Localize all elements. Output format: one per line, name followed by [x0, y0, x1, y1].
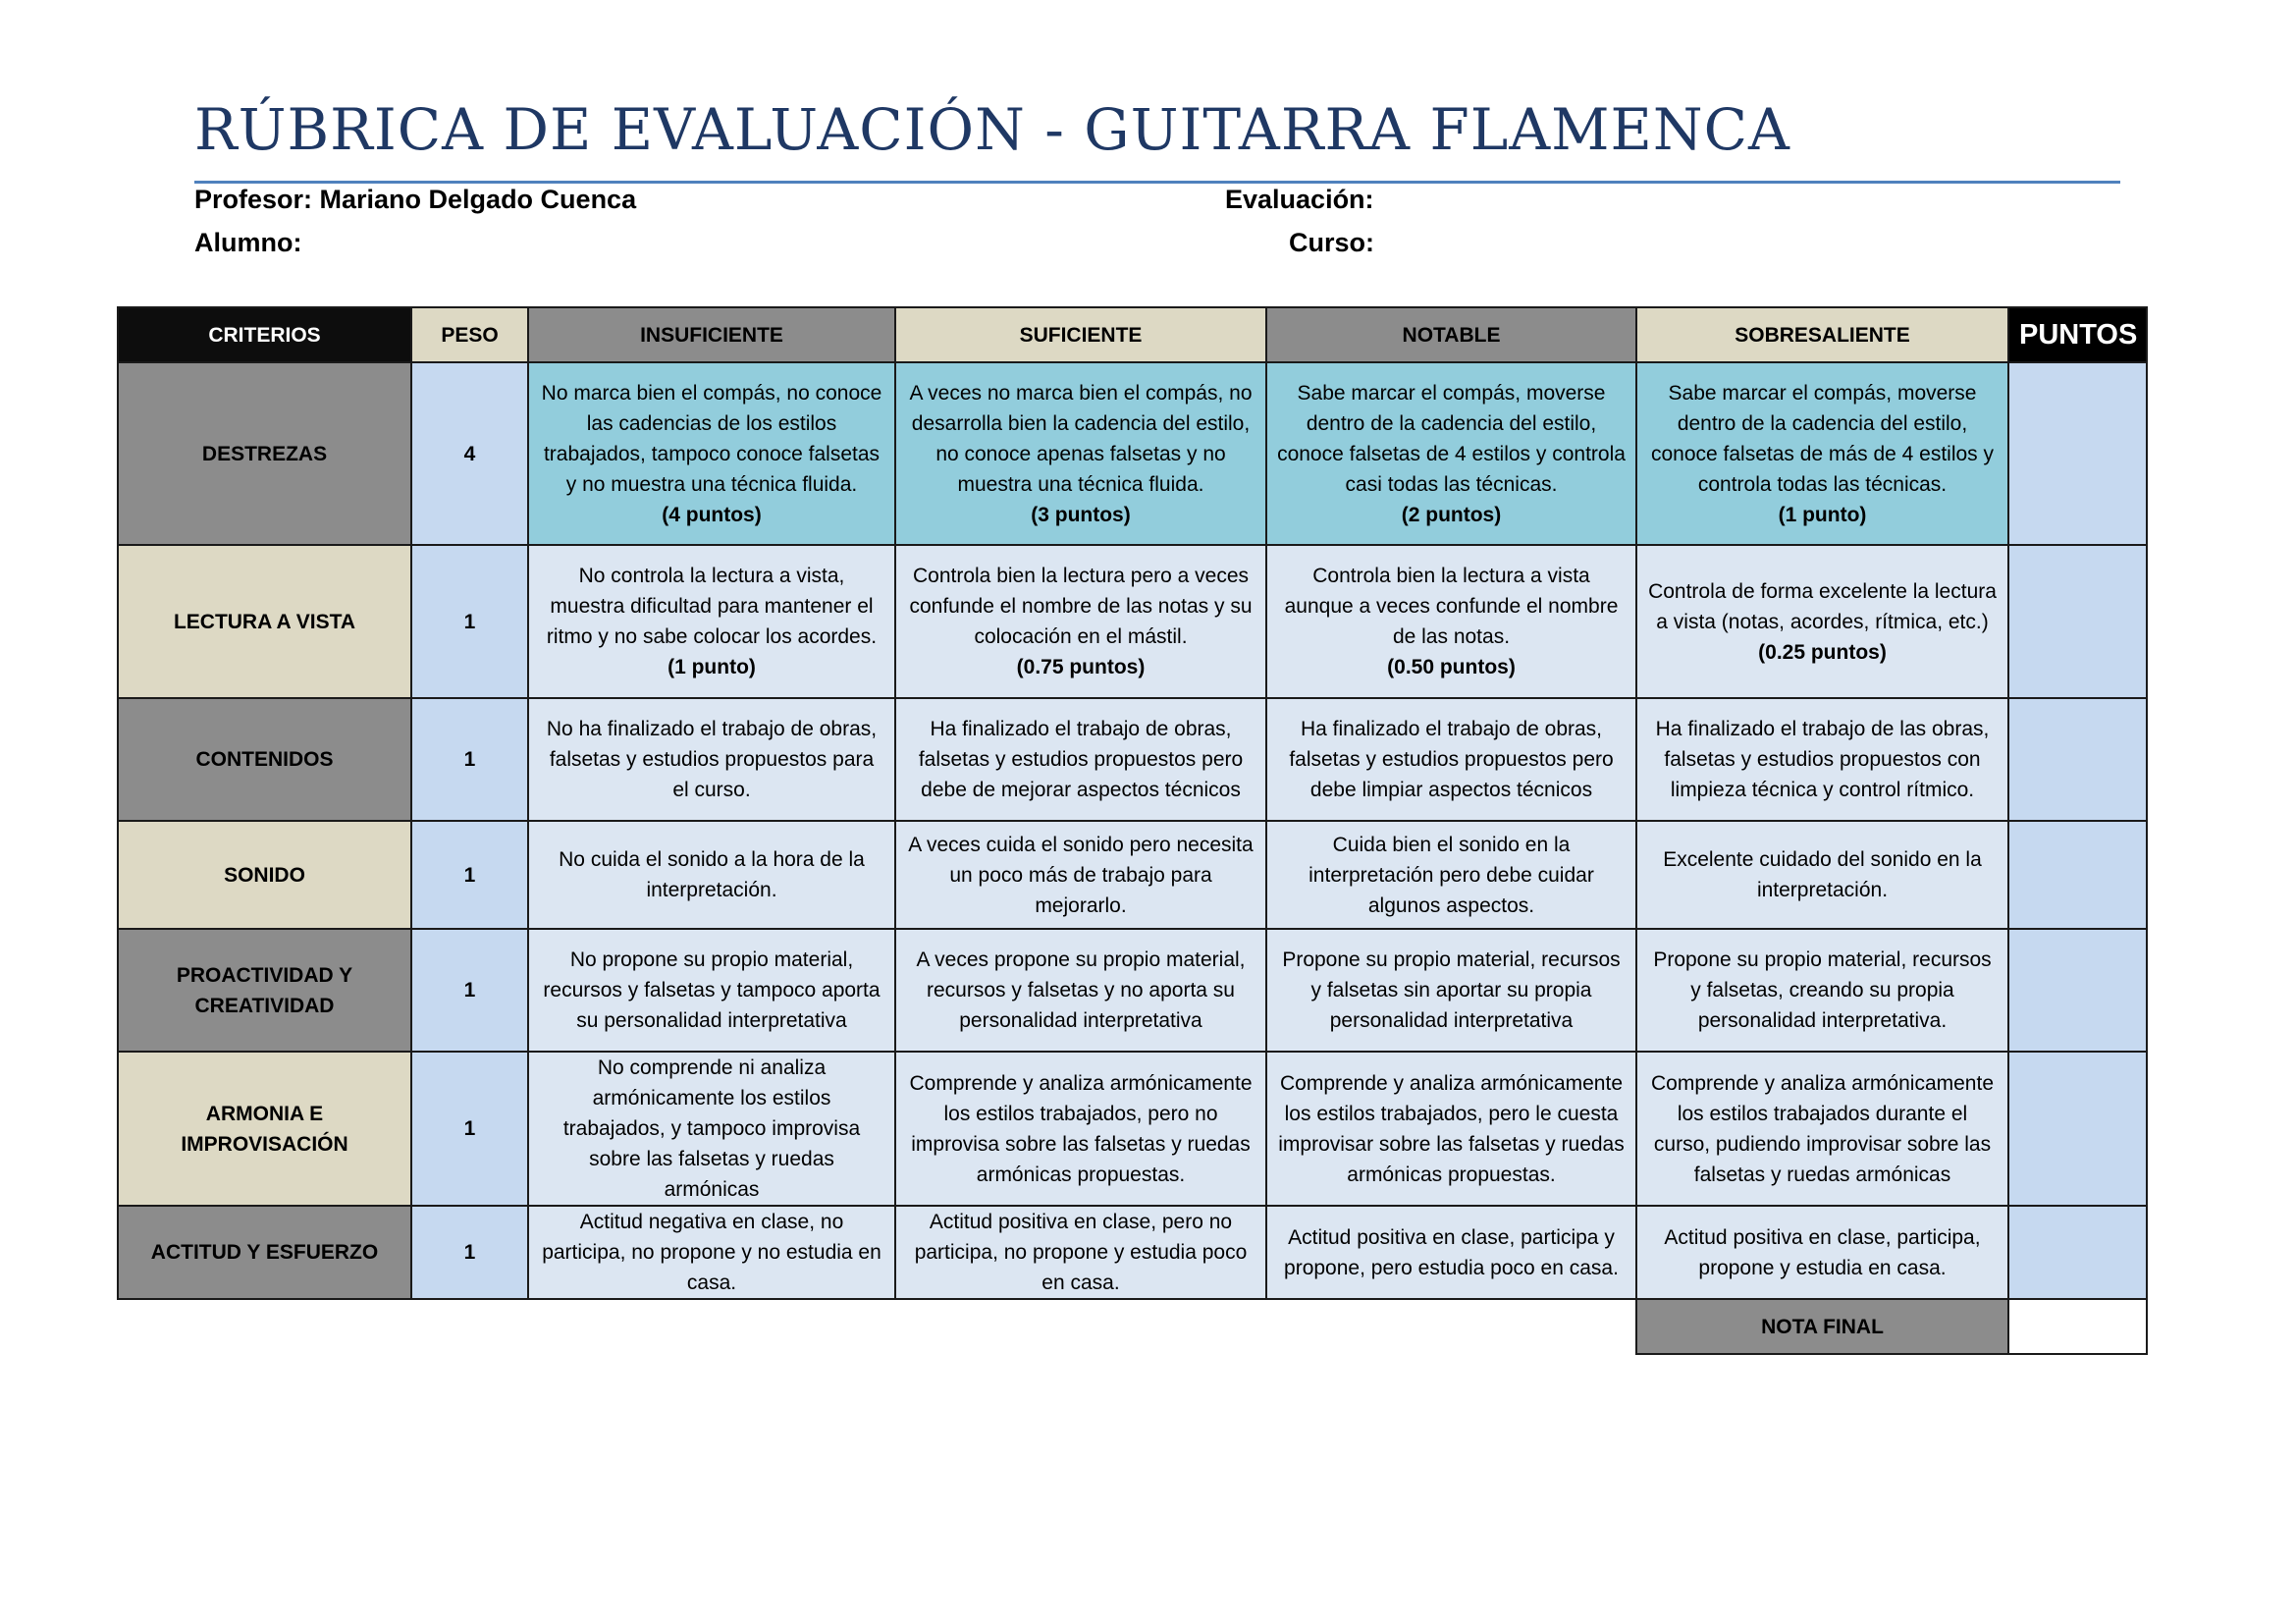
evaluacion-label: Evaluación: — [1225, 185, 1374, 214]
score-text: (0.75 puntos) — [1016, 656, 1146, 678]
score-text: (0.50 puntos) — [1387, 656, 1516, 678]
puntos-input-cell[interactable] — [2008, 362, 2147, 545]
peso-cell: 1 — [411, 698, 528, 821]
criterio-cell: LECTURA A VISTA — [118, 545, 411, 698]
suficiente-cell: A veces cuida el sonido pero necesita un poco más de trabajo para mejorarlo. — [895, 821, 1266, 929]
sobresaliente-cell: Ha finalizado el trabajo de las obras, falsetas y estudios propuestos con limpieza técnica y control rítmico. — [1636, 698, 2008, 821]
rubric-table — [117, 306, 2148, 1355]
sobresaliente-cell: Excelente cuidado del sonido en la interpretación. — [1636, 821, 2008, 929]
descriptor-text: A veces no marca bien el compás, no desarrolla bien la cadencia del estilo, no conoce apenas falsetas y no muestra una técnica fluida. — [909, 381, 1253, 496]
criterio-cell: CONTENIDOS — [118, 698, 411, 821]
criterio-cell: ACTITUD Y ESFUERZO — [118, 1206, 411, 1299]
table-row — [118, 698, 2147, 821]
suficiente-cell — [895, 545, 1266, 698]
nota-final-row — [118, 1299, 2147, 1354]
puntos-input-cell[interactable] — [2008, 821, 2147, 929]
score-text: (1 punto) — [1778, 503, 1867, 526]
notable-cell: Propone su propio material, recursos y falsetas sin aportar su propia personalidad interpretativa — [1266, 929, 1636, 1052]
sobresaliente-cell: Propone su propio material, recursos y falsetas, creando su propia personalidad interpretativa. — [1636, 929, 2008, 1052]
puntos-input-cell[interactable] — [2008, 698, 2147, 821]
profesor-label: Profesor: Mariano Delgado Cuenca — [194, 185, 637, 214]
nota-final-input-cell[interactable] — [2008, 1299, 2147, 1354]
nota-final-label: NOTA FINAL — [1636, 1299, 2008, 1354]
puntos-input-cell[interactable] — [2008, 1052, 2147, 1206]
notable-cell: Actitud positiva en clase, participa y propone, pero estudia poco en casa. — [1266, 1206, 1636, 1299]
notable-cell: Comprende y analiza armónicamente los estilos trabajados, pero le cuesta improvisar sobre las falsetas y ruedas armónicas propuestas. — [1266, 1052, 1636, 1206]
title-underline — [194, 181, 2120, 184]
table-row — [118, 362, 2147, 545]
table-row — [118, 1052, 2147, 1206]
header-insuficiente: INSUFICIENTE — [528, 307, 895, 362]
insuficiente-cell: No cuida el sonido a la hora de la interpretación. — [528, 821, 895, 929]
suficiente-cell: Actitud positiva en clase, pero no participa, no propone y estudia poco en casa. — [895, 1206, 1266, 1299]
table-row — [118, 1206, 2147, 1299]
header-puntos: PUNTOS — [2008, 307, 2147, 362]
header-row — [118, 307, 2147, 362]
suficiente-cell: Ha finalizado el trabajo de obras, falsetas y estudios propuestos pero debe de mejorar aspectos técnicos — [895, 698, 1266, 821]
peso-cell: 1 — [411, 1052, 528, 1206]
notable-cell — [1266, 545, 1636, 698]
criterio-cell: SONIDO — [118, 821, 411, 929]
descriptor-text: Sabe marcar el compás, moverse dentro de la cadencia del estilo, conoce falsetas de 4 estilos y controla casi todas las técnicas. — [1277, 381, 1626, 496]
header-criterios: CRITERIOS — [118, 307, 411, 362]
sobresaliente-cell — [1636, 545, 2008, 698]
notable-cell: Ha finalizado el trabajo de obras, falsetas y estudios propuestos pero debe limpiar aspectos técnicos — [1266, 698, 1636, 821]
criterio-cell: ARMONIA E IMPROVISACIÓN — [118, 1052, 411, 1206]
puntos-input-cell[interactable] — [2008, 1206, 2147, 1299]
descriptor-text: Controla bien la lectura pero a veces confunde el nombre de las notas y su colocación en el mástil. — [909, 565, 1253, 648]
insuficiente-cell: Actitud negativa en clase, no participa, no propone y no estudia en casa. — [528, 1206, 895, 1299]
suficiente-cell: A veces propone su propio material, recursos y falsetas y no aporta su personalidad interpretativa — [895, 929, 1266, 1052]
criterio-cell: PROACTIVIDAD Y CREATIVIDAD — [118, 929, 411, 1052]
table-row — [118, 821, 2147, 929]
header-sobresaliente: SOBRESALIENTE — [1636, 307, 2008, 362]
curso-label: Curso: — [1289, 228, 1374, 257]
puntos-input-cell[interactable] — [2008, 929, 2147, 1052]
insuficiente-cell: No propone su propio material, recursos y falsetas y tampoco aporta su personalidad interpretativa — [528, 929, 895, 1052]
descriptor-text: No controla la lectura a vista, muestra dificultad para mantener el ritmo y no sabe colocar los acordes. — [546, 565, 878, 648]
insuficiente-cell: No ha finalizado el trabajo de obras, falsetas y estudios propuestos para el curso. — [528, 698, 895, 821]
header-peso: PESO — [411, 307, 528, 362]
peso-cell: 1 — [411, 545, 528, 698]
score-text: (3 puntos) — [1031, 503, 1131, 526]
score-text: (0.25 puntos) — [1758, 640, 1887, 664]
suficiente-cell — [895, 362, 1266, 545]
score-text: (2 puntos) — [1401, 503, 1502, 526]
criterio-cell: DESTREZAS — [118, 362, 411, 545]
blank-spacer — [118, 1299, 1636, 1354]
alumno-label: Alumno: — [194, 228, 302, 257]
score-text: (4 puntos) — [662, 503, 762, 526]
peso-cell: 1 — [411, 821, 528, 929]
sobresaliente-cell: Actitud positiva en clase, participa, propone y estudia en casa. — [1636, 1206, 2008, 1299]
table-row — [118, 545, 2147, 698]
suficiente-cell: Comprende y analiza armónicamente los estilos trabajados, pero no improvisa sobre las falsetas y ruedas armónicas propuestas. — [895, 1052, 1266, 1206]
descriptor-text: Controla de forma excelente la lectura a vista (notas, acordes, rítmica, etc.) — [1648, 579, 1997, 633]
peso-cell: 4 — [411, 362, 528, 545]
descriptor-text: Sabe marcar el compás, moverse dentro de la cadencia del estilo, conoce falsetas de más de 4 estilos y controla todas las técnicas. — [1650, 381, 1995, 496]
insuficiente-cell — [528, 362, 895, 545]
notable-cell — [1266, 362, 1636, 545]
peso-cell: 1 — [411, 929, 528, 1052]
score-text: (1 punto) — [667, 656, 756, 678]
page-title: RÚBRICA DE EVALUACIÓN - GUITARRA FLAMENCA — [194, 96, 1790, 163]
header-notable: NOTABLE — [1266, 307, 1636, 362]
sobresaliente-cell — [1636, 362, 2008, 545]
descriptor-text: Controla bien la lectura a vista aunque a veces confunde el nombre de las notas. — [1284, 565, 1619, 648]
header-suficiente: SUFICIENTE — [895, 307, 1266, 362]
peso-cell: 1 — [411, 1206, 528, 1299]
table-row — [118, 929, 2147, 1052]
sobresaliente-cell: Comprende y analiza armónicamente los estilos trabajados durante el curso, pudiendo improvisar sobre las falsetas y ruedas armónicas — [1636, 1052, 2008, 1206]
insuficiente-cell — [528, 545, 895, 698]
insuficiente-cell: No comprende ni analiza armónicamente los estilos trabajados, y tampoco improvisa sobre las falsetas y ruedas armónicas — [528, 1052, 895, 1206]
notable-cell: Cuida bien el sonido en la interpretación pero debe cuidar algunos aspectos. — [1266, 821, 1636, 929]
puntos-input-cell[interactable] — [2008, 545, 2147, 698]
descriptor-text: No marca bien el compás, no conoce las cadencias de los estilos trabajados, tampoco conoce falsetas y no muestra una técnica fluida. — [541, 381, 882, 496]
